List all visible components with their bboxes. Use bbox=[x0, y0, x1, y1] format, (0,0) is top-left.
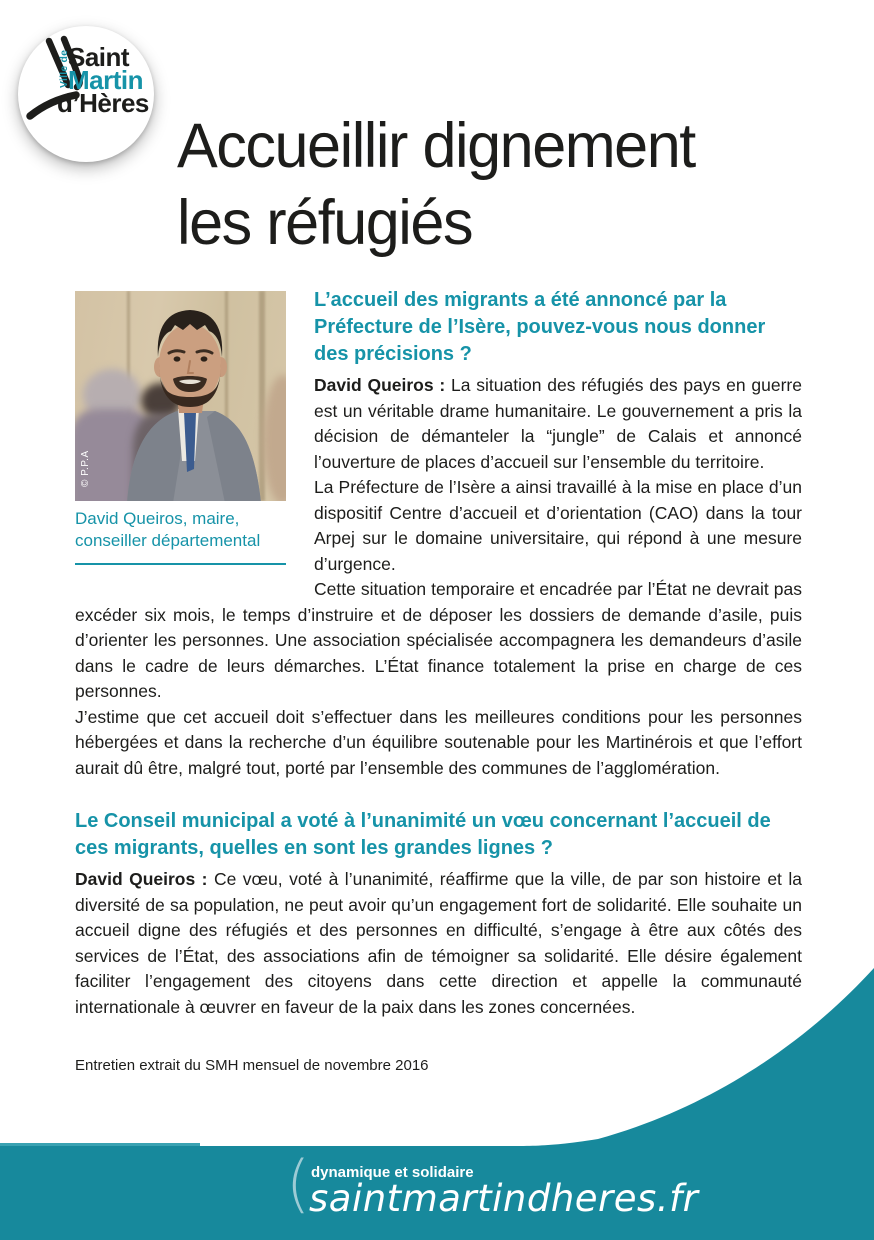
page-title-line1: Accueillir dignement bbox=[177, 111, 695, 182]
speaker-name: David Queiros : bbox=[75, 869, 208, 889]
answer-2-paragraph-1: David Queiros : Ce vœu, voté à l’unanimité, réaffirme que la ville, de par son histoire et la diversité de sa population, ne peut avoir qu’un engagement fort de solidarité. Elle souhaite un accueil digne des réfugiés et des personnes en difficulté, s’engage à être aux côtés des services de l’État, des associations afin de témoigner sa solidarité. Elle désire également faciliter l’engagement des citoyens dans cette direction et appelle la communauté internationale à œuvrer en faveur de la paix dans les zones concernées. bbox=[75, 869, 802, 1017]
logo-line-saint: Saint bbox=[68, 42, 130, 72]
logo-ville-de-label: Ville de bbox=[58, 49, 70, 88]
footer-tagline: dynamique et solidaire bbox=[311, 1164, 474, 1181]
answer-1-paragraph-1: David Queiros : La situation des réfugiés des pays en guerre est un véritable drame humanitaire. Le gouvernement a pris la décision de démanteler la “jungle” de Calais et annoncé l’ouverture de places d’accueil sur l’ensemble du territoire. bbox=[314, 375, 802, 472]
page-title bbox=[177, 108, 817, 262]
logo-line-martin: Martin bbox=[68, 65, 143, 95]
caption-divider bbox=[75, 563, 286, 565]
portrait-block bbox=[75, 291, 286, 573]
interview-question-1: L’accueil des migrants a été annoncé par la Préfecture de l’Isère, pouvez-vous nous donner des précisions ? bbox=[314, 289, 766, 365]
parenthesis-icon: ( bbox=[286, 1147, 311, 1220]
interview-question-2: Le Conseil municipal a voté à l’unanimité un vœu concernant l’accueil de ces migrants, quelles en sont les grandes lignes ? bbox=[75, 810, 771, 859]
logo-line-dheres: d’Hères bbox=[57, 88, 149, 118]
portrait-photo bbox=[75, 291, 286, 501]
photo-caption: David Queiros, maire, conseiller départemental bbox=[75, 509, 261, 550]
photo-credit: © P.P.A bbox=[80, 450, 91, 487]
footer-website: saintmartindheres.fr bbox=[309, 1177, 699, 1220]
mayor-figure bbox=[75, 291, 286, 501]
city-logo bbox=[18, 26, 154, 162]
page-title-line2: les réfugiés bbox=[177, 188, 473, 259]
answer-1-paragraph-2: La Préfecture de l’Isère a ainsi travaillé à la mise en place d’un dispositif Centre d’accueil et d’orientation (CAO) dans la tour Arpej sur le domaine universitaire, qui répond à une mesure d’urgence. bbox=[314, 477, 802, 574]
source-note: Entretien extrait du SMH mensuel de novembre 2016 bbox=[75, 1057, 429, 1074]
answer-1-paragraph-3: Cette situation temporaire et encadrée par l’État ne devrait pas excéder six mois, le temps d’instruire et de déposer les dossiers de demande d’asile, puis d’orienter les personnes. Une association spécialisée accompagnera les demandeurs d’asile dans le cadre de leurs démarches. L’État finance totalement la prise en charge de ces personnes. bbox=[75, 579, 802, 701]
speaker-name: David Queiros : bbox=[314, 375, 446, 395]
answer-1-paragraph-4: J’estime que cet accueil doit s’effectuer dans les meilleures conditions pour les personnes hébergées et dans la recherche d’un équilibre soutenable pour les Martinérois et que l’effort aurait dû être, malgré tout, porté par l’ensemble des communes de l’agglomération. bbox=[75, 706, 802, 778]
